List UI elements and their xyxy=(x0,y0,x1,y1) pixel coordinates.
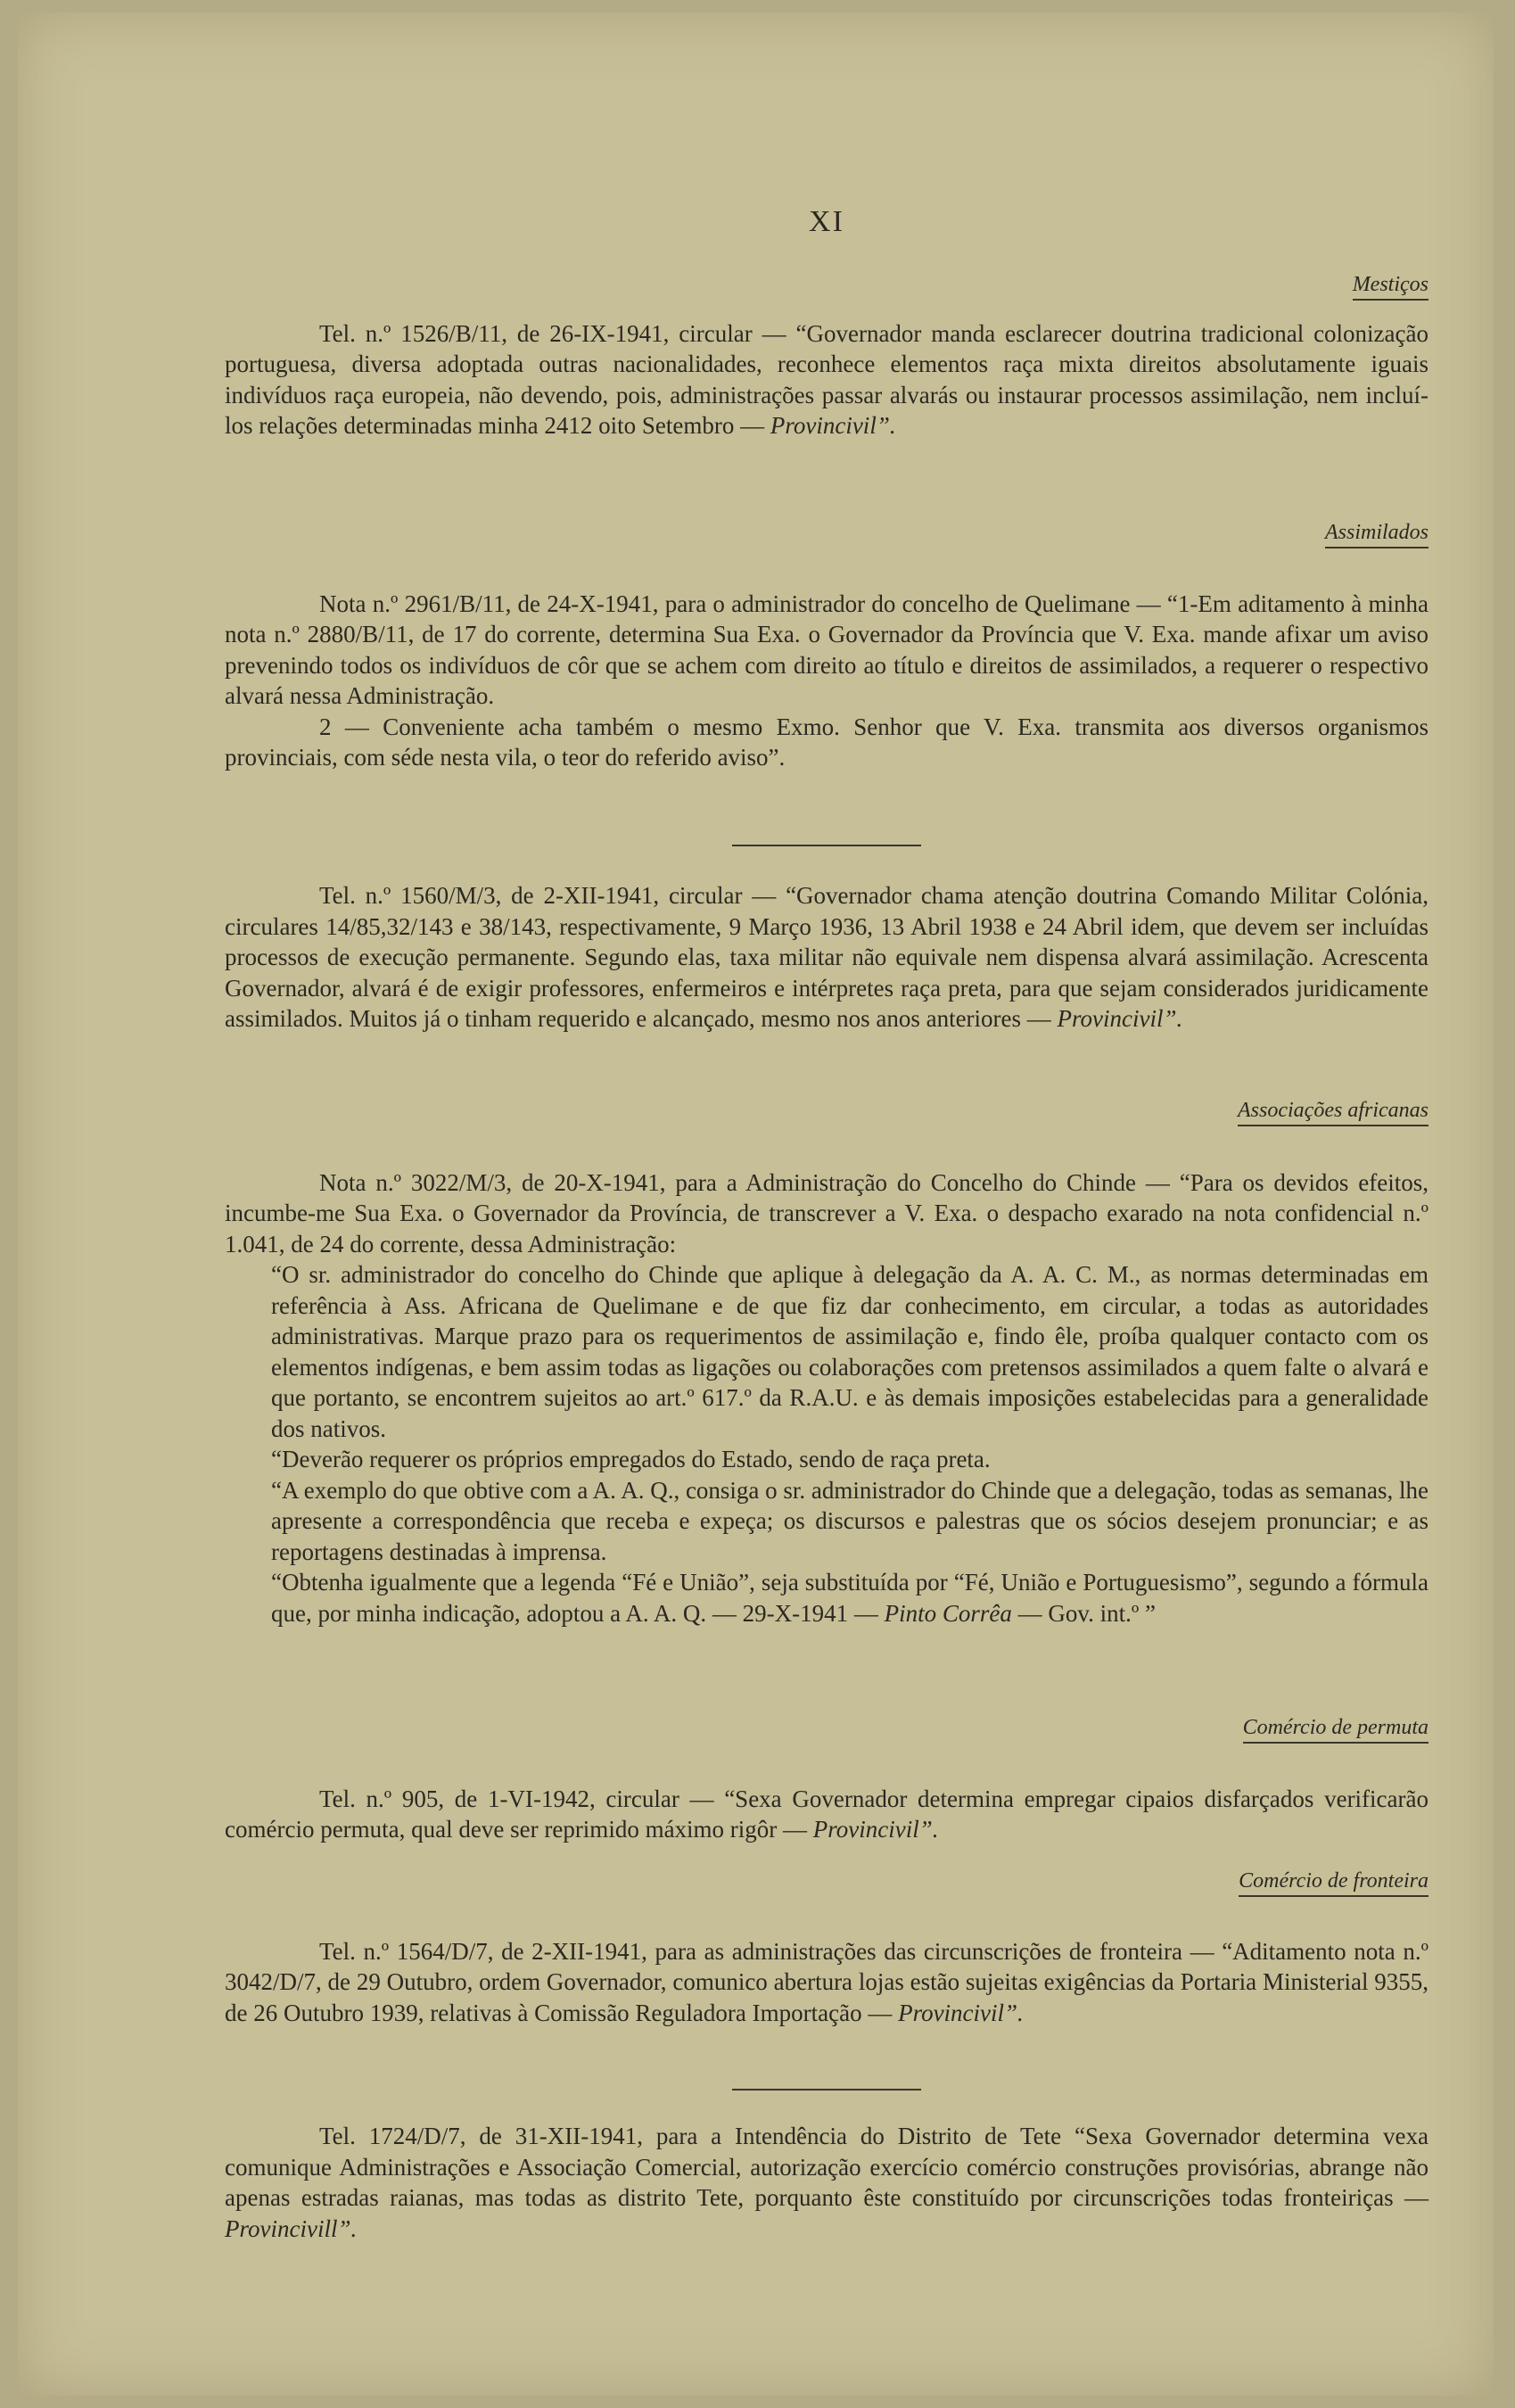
heading-associacoes: Associações africanas xyxy=(225,1095,1429,1126)
section-assimilados xyxy=(225,517,1429,773)
heading-fronteira: Comércio de fronteira xyxy=(225,1866,1429,1897)
quoted-dispatch xyxy=(225,1259,1429,1629)
paragraph: Tel. n.º 1560/M/3, de 2-XII-1941, circular — “Governador chama atenção doutrina Comando Militar Colónia, circulares 14/85,32/143 e 38/143, respectivamente, 9 Março 1936, 13 Abril 1938 e 24 Abril idem, que devem ser incluídas processos de execução permanente. Segundo elas, taxa militar não equivale nem dispensa alvará assimilação. Acrescenta Governador, alvará é de exigir professores, enfermeiros e intérpretes raça preta, para que sejam considerados juridicamente assimilados. Muitos já o tinham requerido e alcançado, mesmo nos anos anteriores — Provincivil”. xyxy=(225,882,1429,1032)
quote-paragraph: “Obtenha igualmente que a legenda “Fé e União”, seja substituída por “Fé, União e Portuguesismo”, segundo a fórmula que, por minha indicação, adoptou a A. A. Q. — 29-X-1941 — Pinto Corrêa — Gov. int.º ” xyxy=(271,1569,1429,1627)
section-mesticos xyxy=(225,269,1429,441)
quote-paragraph: “Deverão requerer os próprios empregados do Estado, sendo de raça preta. xyxy=(271,1446,991,1472)
divider xyxy=(732,845,921,846)
quote-paragraph: “A exemplo do que obtive com a A. A. Q., consiga o sr. administrador do Chinde que a delegação, todas as semanas, lhe apresente a correspondência que receba e expeça; os discursos e palestras que os sócios desejem pronunciar; e as reportagens destinadas à imprensa. xyxy=(271,1476,1429,1565)
paragraph: Nota n.º 2961/B/11, de 24-X-1941, para o administrador do concelho de Quelimane — “1-Em aditamento à minha nota n.º 2880/B/11, de 17 do corrente, determina Sua Exa. o Governador da Província que V. Exa. mande afixar um aviso prevenindo todos os indivíduos de côr que se achem com direito ao título e direitos de assimilados, a requerer o respectivo alvará nessa Administração. xyxy=(225,590,1429,709)
paragraph: Tel. n.º 1564/D/7, de 2-XII-1941, para as administrações das circunscrições de fronteira — “Aditamento nota n.º 3042/D/7, de 29 Outubro, ordem Governador, comunico abertura lojas estão sujeitas exigências da Portaria Ministerial 9355, de 26 Outubro 1939, relativas à Comissão Reguladora Importação — Provincivil”. xyxy=(225,1937,1429,2026)
section-fronteira xyxy=(225,1866,1429,2028)
paragraph: 2 — Conveniente acha também o mesmo Exmo. Senhor que V. Exa. transmita aos diversos organismos provinciais, com séde nesta vila, o teor do referido aviso”. xyxy=(225,713,1429,771)
page-number: XI xyxy=(809,205,844,238)
paragraph: Tel. 1724/D/7, de 31-XII-1941, para a Intendência do Distrito de Tete “Sexa Governador determina vexa comunique Administrações e Associação Comercial, autorização exercício comércio construções provisórias, abrange não apenas estradas raianas, mas todas as distrito Tete, porquanto êste constituído por circunscrições todas fronteiriças — Provincivill”. xyxy=(225,2123,1429,2242)
section-permuta xyxy=(225,1712,1429,1845)
section-comando xyxy=(225,880,1429,1035)
section-tete xyxy=(225,2121,1429,2244)
paragraph: Tel. n.º 1526/B/11, de 26-IX-1941, circular — “Governador manda esclarecer doutrina tradicional colonização portuguesa, diversa adoptada outras nacionalidades, reconhece elementos raça mixta direitos absolutamente iguais indivíduos raça europeia, não devendo, pois, administrações passar alvarás ou instaurar processos assimilação, nem incluí-los relações determinadas minha 2412 oito Setembro — Provincivil”. xyxy=(225,319,1429,439)
quote-paragraph: “O sr. administrador do concelho do Chinde que aplique à delegação da A. A. C. M., as normas determinadas em referência à Ass. Africana de Quelimane e de que fiz dar conhecimento, em circular, a todas as autoridades administrativas. Marque prazo para os requerimentos de assimilação e, findo êle, proíba qualquer contacto com os elementos indígenas, e bem assim todas as ligações ou colaborações com pretensos assimilados a quem falte o alvará e que portanto, se encontrem sujeitos ao art.º 617.º da R.A.U. e às demais imposições estabelecidas para a generalidade dos nativos. xyxy=(271,1261,1429,1442)
heading-mesticos: Mestiços xyxy=(225,269,1429,301)
paragraph: Tel. n.º 905, de 1-VI-1942, circular — “Sexa Governador determina empregar cipaios disfarçados verificarão comércio permuta, qual deve ser reprimido máximo rigôr — Provincivil”. xyxy=(225,1785,1429,1843)
heading-assimilados: Assimilados xyxy=(225,517,1429,548)
section-associacoes xyxy=(225,1095,1429,1629)
heading-permuta: Comércio de permuta xyxy=(225,1712,1429,1744)
divider xyxy=(732,2089,921,2091)
paragraph: Nota n.º 3022/M/3, de 20-X-1941, para a Administração do Concelho do Chinde — “Para os devidos efeitos, incumbe-me Sua Exa. o Governador da Província, de transcrever a V. Exa. o despacho exarado na nota confidencial n.º 1.041, de 24 do corrente, dessa Administração: xyxy=(225,1168,1429,1258)
